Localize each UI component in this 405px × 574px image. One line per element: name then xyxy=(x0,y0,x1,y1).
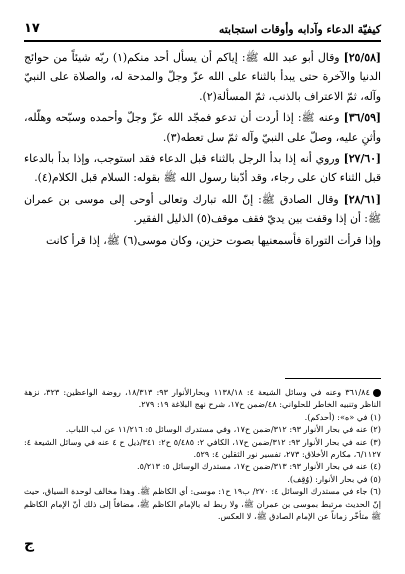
footnote: (٦) جاء في مستدرك الوسائل ٤: ٢٧٠/ ب١٩ ح١: موسى: أي الكاظم ﷺ. وهذا مخالف لوحدة السياق، حيث إنّ الحديث مرتبط بموسى بن عمران ﷺ، ولا ربط له بالإمام الكاظم ﷺ، مضافاً إلى ذلك أنّ الإمام الكاظم ﷺ متأخّر زماناً عن الإمام الصادق ﷺ، لا العكس. xyxy=(24,486,381,522)
footnote: (٥) في بحار الأنوار: (وُقِف). xyxy=(287,473,381,484)
hadith-text: وقال أبو عبد الله ﷺ: إياكم أن يسأل أحد منكم(١) ربّه شيئاً من حوائج الدنيا والآخرة حتى يبدأ بالثناء على الله عزّ وجلّ والمدحة له، والصلاة على النبيّ وآله، ثمّ الاعتراف بالذنب، ثمّ المسألة(٢). xyxy=(24,51,381,103)
footnote: ٣٦١/٨٤ وعنه في وسائل الشيعة ٤: ١١٣٨/١٨ وبحارالأنوار ٩٣: ١٨/٣١٣، روضة الواعظين: ٣٢٣، نزهة الناظر وتنبيه الخاطر للحلواني: ٤٨/ضمن ح١٧، شرح نهج البلاغة ١٩: ٢٧٩. xyxy=(24,387,381,410)
hadith-paragraph xyxy=(24,48,381,106)
page-number: ١٧ xyxy=(24,21,40,36)
hadith-number: [٣٦/٥٩] xyxy=(343,111,381,125)
signature-mark: ج xyxy=(24,536,35,552)
footnote: (١) في «ه»: (أحدكم). xyxy=(304,411,381,422)
footnote-separator xyxy=(285,378,381,379)
hadith-paragraph xyxy=(24,190,381,229)
hadith-text: وإذا قرأت التوراة فأسمعنيها بصوت حزين، وكان موسى(٦) ﷺ، إذا قرأ كانت xyxy=(46,233,381,247)
hadith-number: [٢٧/٦٠] xyxy=(343,152,381,166)
footnotes xyxy=(24,386,381,522)
main-text xyxy=(24,48,381,252)
hadith-paragraph xyxy=(24,231,381,250)
running-title: كيفيّة الدعاء وآدابه وأوقات استجابته xyxy=(218,23,381,36)
page-header xyxy=(24,18,381,42)
hadith-paragraph xyxy=(24,108,381,147)
hadith-number: [٢٨/٦١] xyxy=(343,192,381,206)
hadith-text: وروي أنه إذا بدأ الرجل بالثناء قبل الدعاء فقد استوجب، وإذا بدأ بالدعاء قبل الثناء كان على رجاء، وقد أدّبنا رسول الله ﷺ بقوله: السلام قبل الكلام(٤). xyxy=(24,152,381,185)
hadith-text: وقال الصادق ﷺ: إنّ الله تبارك وتعالى أوحى إلى موسى بن عمران ﷺ: أن إذا وقفت بين يديّ فقف موقف(٥) الذليل الفقير. xyxy=(24,192,381,226)
bullet-icon xyxy=(373,389,381,397)
footnote: (٢) عنه في بحار الأنوار ٩٣: ٣١٢/ضمن ح١٧، وفي مستدرك الوسائل ٥: ١١/٢١٦ عن لب اللباب. xyxy=(65,424,381,435)
footnote: (٤) عنه في بحار الأنوار ٩٣: ٣١٣/ضمن ح١٧، مستدرك الوسائل ٥: ٥/٢١٣. xyxy=(137,461,381,472)
footnote: (٣) عنه في بحار الأنوار ٩٣: ٣١٢/ضمن ح١٧، الكافي ٢: ٥/٤٨٥ ح٢: ٣٤١/ذيل ح ٤ عنه في وسائل الشيعة ٤: ٦/١١٢٧، مكارم الأخلاق: ٢٧٣، تفسير نور الثقلين ٤: ٥٢٩. xyxy=(24,436,381,460)
hadith-number: [٢٥/٥٨] xyxy=(343,51,381,64)
hadith-text: وعنه ﷺ: إذا أردت أن تدعو فمجّد الله عزّ وجلّ وأحمده وسبّحه وهلّله، وأثنِ عليه، وصلّ على النبيّ وآله ثمّ سل تعطه(٣). xyxy=(24,111,381,144)
hadith-paragraph xyxy=(24,149,381,188)
